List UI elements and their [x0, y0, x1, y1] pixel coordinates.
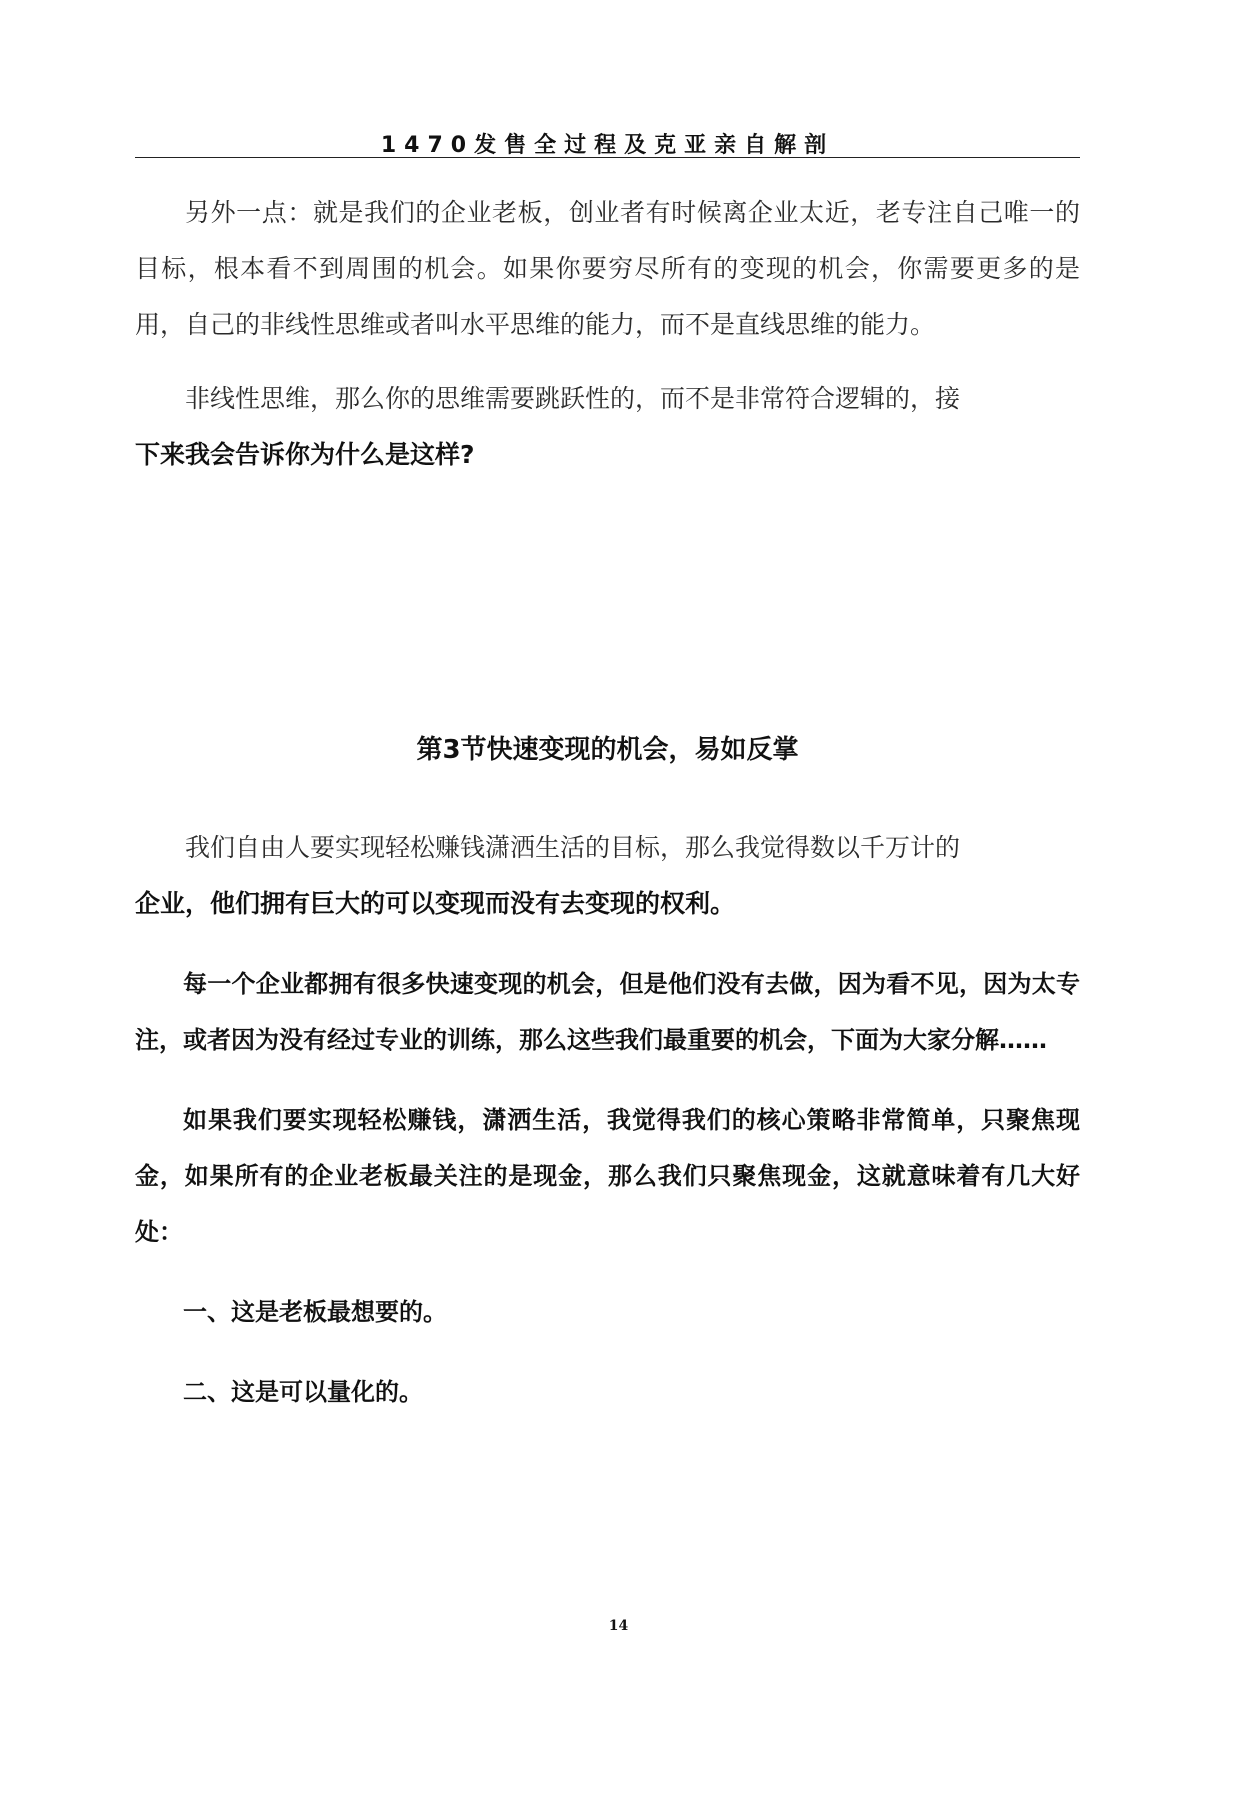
list-item-2: 二、这是可以量化的。 — [183, 1378, 423, 1406]
section-text-block — [135, 820, 1080, 1420]
section-paragraph-1-lead: 我们自由人要实现轻松赚钱潇洒生活的目标，那么我觉得数以千万计的 — [185, 833, 961, 862]
section-title: 第3节快速变现的机会，易如反掌 — [416, 735, 799, 765]
section-paragraph-2: 每一个企业都拥有很多快速变现的机会，但是他们没有去做，因为看不见，因为太专注，或者因为没有经过专业的训练，那么这些我们最重要的机会，下面为大家分解…… — [135, 970, 1080, 1054]
page-number: 14 — [608, 1618, 629, 1634]
section-paragraph-1-tail: 企业，他们拥有巨大的可以变现而没有去变现的权利。 — [135, 889, 736, 918]
paragraph-nonlinear-thinking: 非线性思维，那么你的思维需要跳跃性的，而不是非常符合逻辑的，接 — [185, 384, 961, 413]
list-item-1: 一、这是老板最想要的。 — [183, 1298, 447, 1326]
paragraph-nonlinear-thinking-tail: 下来我会告诉你为什么是这样? — [135, 440, 475, 469]
section-paragraph-3: 如果我们要实现轻松赚钱，潇洒生活，我觉得我们的核心策略非常简单，只聚焦现金，如果所有的企业老板最关注的是现金，那么我们只聚焦现金，这就意味着有几大好处： — [135, 1106, 1080, 1246]
paragraph-other-point: 另外一点：就是我们的企业老板，创业者有时候离企业太近，老专注自己唯一的目标，根本看不到周围的机会。如果你要穷尽所有的变现的机会，你需要更多的是用，自己的非线性思维或者叫水平思维的能力，而不是直线思维的能力。 — [135, 198, 1080, 339]
top-text-block — [135, 185, 1080, 483]
running-header: 1470发售全过程及克亚亲自解剖 — [380, 133, 835, 158]
header-rule — [135, 157, 1080, 158]
